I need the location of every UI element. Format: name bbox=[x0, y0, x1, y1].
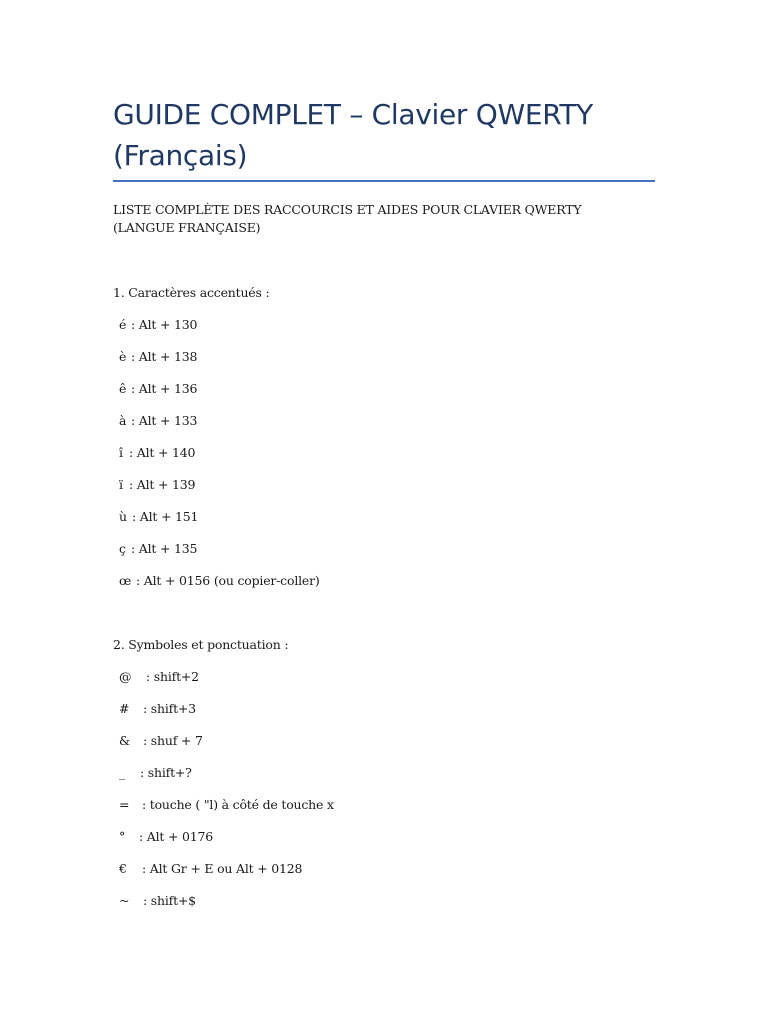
shortcut-char: è bbox=[119, 349, 127, 364]
title-line-2: (Français) bbox=[113, 139, 248, 172]
shortcut-desc: : Alt + 138 bbox=[131, 349, 198, 364]
shortcut-desc: : shift+? bbox=[140, 765, 192, 780]
shortcut-desc: : Alt + 130 bbox=[131, 317, 198, 332]
shortcut-char: # bbox=[119, 701, 130, 716]
title-underline-divider bbox=[113, 180, 655, 182]
shortcut-desc: : Alt + 140 bbox=[129, 445, 196, 460]
shortcut-desc: : Alt + 135 bbox=[131, 541, 198, 556]
shortcut-char: ~ bbox=[119, 893, 130, 908]
shortcut-char: à bbox=[119, 413, 127, 428]
shortcut-char: _ bbox=[119, 765, 126, 780]
shortcut-desc: : Alt + 133 bbox=[131, 413, 198, 428]
shortcut-desc: : touche ( "l) à côté de touche x bbox=[142, 797, 334, 812]
shortcut-desc: : shift+$ bbox=[143, 893, 196, 908]
shortcut-desc: : Alt Gr + E ou Alt + 0128 bbox=[142, 861, 303, 876]
shortcut-char: & bbox=[119, 733, 130, 748]
shortcut-char: ç bbox=[119, 541, 126, 556]
document-subtitle: LISTE COMPLÈTE DES RACCOURCIS ET AIDES POUR CLAVIER QWERTY (LANGUE FRANÇAISE) bbox=[113, 202, 582, 235]
shortcut-char: ù bbox=[119, 509, 127, 524]
shortcut-desc: : shuf + 7 bbox=[143, 733, 203, 748]
shortcut-char: = bbox=[119, 797, 130, 812]
page-title bbox=[113, 94, 673, 176]
shortcut-char: @ bbox=[119, 669, 132, 684]
shortcut-char: ° bbox=[119, 829, 126, 844]
shortcut-desc: : Alt + 0176 bbox=[139, 829, 214, 844]
shortcut-desc: : Alt + 136 bbox=[131, 381, 198, 396]
shortcut-desc: : Alt + 0156 (ou copier-coller) bbox=[136, 573, 320, 588]
shortcut-char: é bbox=[119, 317, 127, 332]
title-line-1: GUIDE COMPLET – Clavier QWERTY bbox=[113, 98, 593, 131]
shortcut-char: € bbox=[119, 861, 127, 876]
shortcut-desc: : shift+2 bbox=[146, 669, 199, 684]
shortcut-desc: : Alt + 139 bbox=[129, 477, 196, 492]
shortcut-char: î bbox=[119, 445, 123, 460]
section-heading-accented-characters: 1. Caractères accentués : bbox=[113, 285, 270, 300]
section-heading-symbols-punctuation: 2. Symboles et ponctuation : bbox=[113, 637, 289, 652]
shortcut-char: ï bbox=[119, 477, 123, 492]
shortcut-char: ê bbox=[119, 381, 127, 396]
shortcut-desc: : shift+3 bbox=[143, 701, 196, 716]
shortcut-desc: : Alt + 151 bbox=[132, 509, 199, 524]
shortcut-char: œ bbox=[119, 573, 132, 588]
